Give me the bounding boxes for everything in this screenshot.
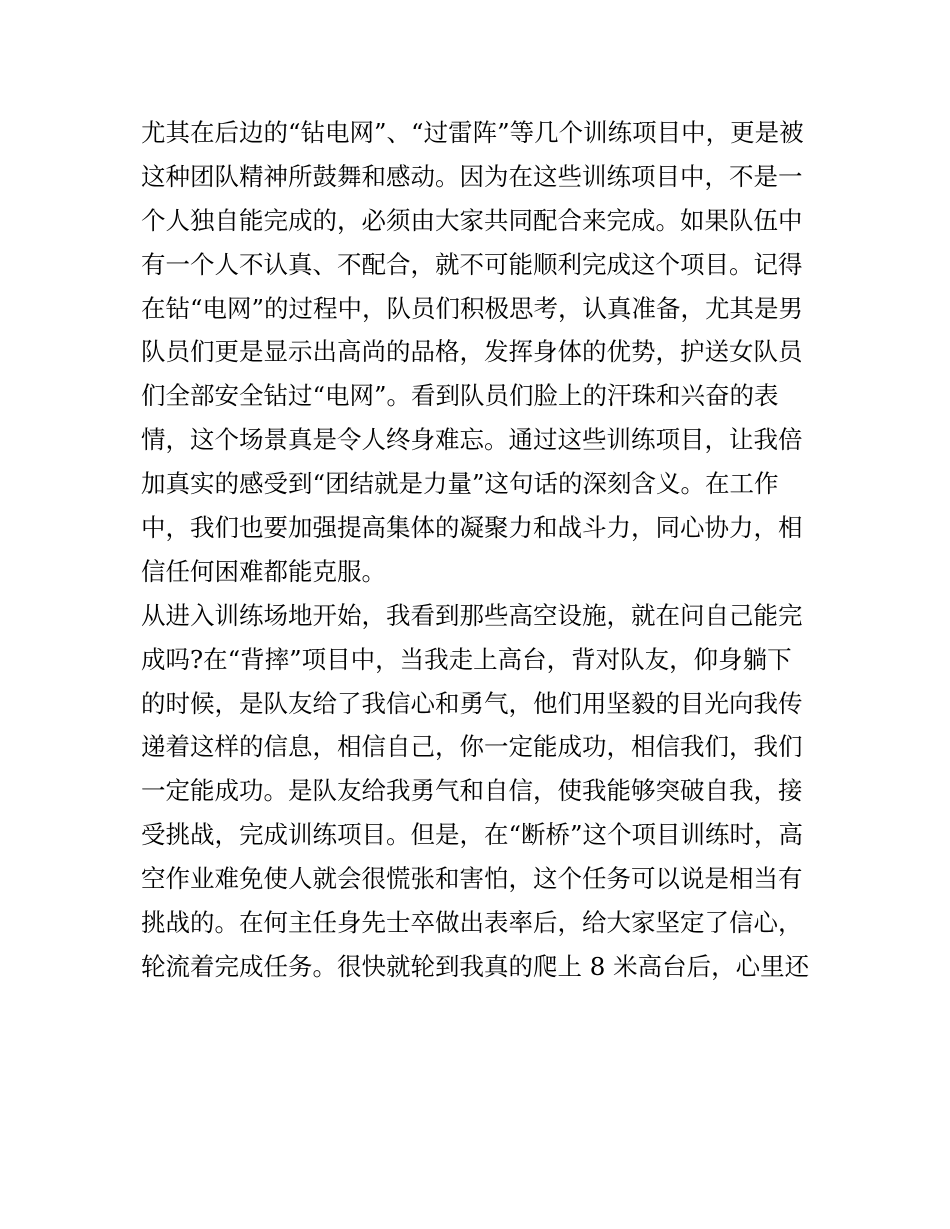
text-line: 中，我们也要加强提高集体的凝聚力和战斗力，同心协力，相 xyxy=(141,513,803,543)
text-line: 加真实的感受到“团结就是力量”这句话的深刻含义。在工作 xyxy=(141,469,779,499)
text-line: 这种团队精神所鼓舞和感动。因为在这些训练项目中，不是一 xyxy=(141,161,803,191)
text-line: 情，这个场景真是令人终身难忘。通过这些训练项目，让我倍 xyxy=(141,425,803,455)
text-line: 递着这样的信息，相信自己，你一定能成功，相信我们，我们 xyxy=(141,732,803,762)
text-line: 一定能成功。是队友给我勇气和自信，使我能够突破自我，接 xyxy=(141,776,803,806)
text-line: 从进入训练场地开始，我看到那些高空设施，就在问自己能完 xyxy=(141,600,803,630)
text-line: 个人独自能完成的，必须由大家共同配合来完成。如果队伍中 xyxy=(141,205,803,235)
text-line: 们全部安全钻过“电网”。看到队员们脸上的汗珠和兴奋的表 xyxy=(141,381,779,411)
text-line: 在钻“电网”的过程中，队员们积极思考，认真准备，尤其是男 xyxy=(141,293,804,323)
text-line: 有一个人不认真、不配合，就不可能顺利完成这个项目。记得 xyxy=(141,249,803,279)
text-line: 尤其在后边的“钻电网”、“过雷阵”等几个训练项目中，更是被 xyxy=(141,118,804,147)
text-line: 空作业难免使人就会很慌张和害怕，这个任务可以说是相当有 xyxy=(141,864,803,894)
text-line: 轮流着完成任务。很快就轮到我真的爬上 8 米高台后，心里还 xyxy=(141,951,810,981)
text-line: 队员们更是显示出高尚的品格，发挥身体的优势，护送女队员 xyxy=(141,337,803,367)
text-line: 信任何困难都能克服。 xyxy=(141,556,386,586)
body-text xyxy=(141,111,821,989)
text-line: 挑战的。在何主任身先士卒做出表率后，给大家坚定了信心， xyxy=(141,908,803,938)
text-line: 的时候，是队友给了我信心和勇气，他们用坚毅的目光向我传 xyxy=(141,688,803,718)
text-line: 成吗?在“背摔”项目中，当我走上高台，背对队友，仰身躺下 xyxy=(141,644,792,674)
text-line: 受挑战，完成训练项目。但是，在“断桥”这个项目训练时，高 xyxy=(141,820,804,850)
